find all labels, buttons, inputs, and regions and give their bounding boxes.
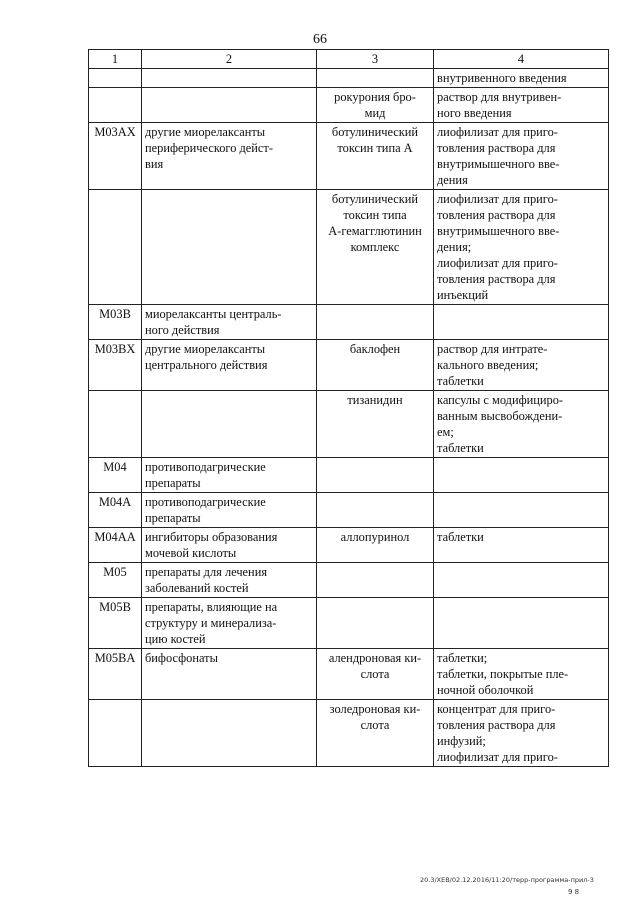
drug-name-cell bbox=[317, 69, 434, 88]
dosage-form-cell bbox=[434, 391, 609, 458]
text-line: таблетки bbox=[437, 441, 484, 455]
text-line: раствор для внутривен- bbox=[437, 90, 562, 104]
text-line: внутримышечного вве- bbox=[437, 224, 560, 238]
dosage-form-cell bbox=[434, 493, 609, 528]
group-name-cell bbox=[142, 458, 317, 493]
text-line: комплекс bbox=[350, 240, 400, 254]
footer-mark: 9 8 bbox=[568, 888, 580, 896]
drug-name-cell bbox=[317, 190, 434, 305]
group-name-cell bbox=[142, 391, 317, 458]
group-name-cell bbox=[142, 340, 317, 391]
dosage-form-cell bbox=[434, 528, 609, 563]
text-line: лиофилизат для приго- bbox=[437, 125, 558, 139]
atc-code-cell bbox=[89, 391, 142, 458]
text-line: токсин типа bbox=[343, 208, 407, 222]
group-name-cell bbox=[142, 493, 317, 528]
text-line: внутримышечного вве- bbox=[437, 157, 560, 171]
text-line: А-гемагглютинин bbox=[328, 224, 422, 238]
text-line: товления раствора для bbox=[437, 141, 556, 155]
table-row bbox=[89, 563, 609, 598]
header-col-4: 4 bbox=[434, 50, 609, 69]
text-line: противоподагрические bbox=[145, 495, 266, 509]
table-row bbox=[89, 305, 609, 340]
drug-name-cell bbox=[317, 123, 434, 190]
atc-code-cell bbox=[89, 700, 142, 767]
text-line: препараты bbox=[145, 476, 201, 490]
group-name-cell bbox=[142, 69, 317, 88]
page-number: 66 bbox=[313, 32, 327, 47]
text-line: ботулинический bbox=[331, 125, 419, 139]
text-line: слота bbox=[360, 718, 390, 732]
text-line: раствор для интрате- bbox=[437, 342, 548, 356]
dosage-form-cell bbox=[434, 88, 609, 123]
drug-name-cell bbox=[317, 391, 434, 458]
atc-code-cell: M05BA bbox=[89, 649, 142, 700]
text-line: концентрат для приго- bbox=[437, 702, 556, 716]
table-row bbox=[89, 69, 609, 88]
group-name-cell bbox=[142, 190, 317, 305]
text-line: лиофилизат для приго- bbox=[437, 192, 558, 206]
group-name-cell bbox=[142, 528, 317, 563]
drug-name-cell bbox=[317, 340, 434, 391]
text-line: внутривенного введения bbox=[437, 71, 567, 85]
dosage-form-cell bbox=[434, 563, 609, 598]
text-line: лиофилизат для приго- bbox=[437, 256, 558, 270]
atc-code-cell: M03BX bbox=[89, 340, 142, 391]
text-line: цию костей bbox=[145, 632, 206, 646]
text-line: препараты, влияющие на bbox=[145, 600, 278, 614]
group-name-cell bbox=[142, 598, 317, 649]
text-line: слота bbox=[360, 667, 390, 681]
text-line: структуру и минерализа- bbox=[145, 616, 277, 630]
atc-code-cell: M03B bbox=[89, 305, 142, 340]
text-line: другие миорелаксанты bbox=[145, 342, 266, 356]
drug-name-cell bbox=[317, 528, 434, 563]
table-body bbox=[89, 69, 609, 767]
group-name-cell bbox=[142, 700, 317, 767]
text-line: аллопуринол bbox=[340, 530, 410, 544]
text-line: препараты для лечения bbox=[145, 565, 268, 579]
text-line: алендроновая ки- bbox=[328, 651, 422, 665]
text-line: золедроновая ки- bbox=[329, 702, 421, 716]
table-row bbox=[89, 458, 609, 493]
text-line: ного действия bbox=[145, 323, 220, 337]
footer-document-id: 20.3/ХЕВ/02.12.2016/11:20/терр-программа-прил-3 bbox=[420, 876, 594, 884]
text-line: мочевой кислоты bbox=[145, 546, 237, 560]
text-line: противоподагрические bbox=[145, 460, 266, 474]
text-line: инфузий; bbox=[437, 734, 486, 748]
text-line: инъекций bbox=[437, 288, 489, 302]
table-row bbox=[89, 88, 609, 123]
group-name-cell bbox=[142, 88, 317, 123]
atc-code-cell: M03AX bbox=[89, 123, 142, 190]
drug-name-cell bbox=[317, 649, 434, 700]
dosage-form-cell bbox=[434, 598, 609, 649]
text-line: ночной оболочкой bbox=[437, 683, 534, 697]
dosage-form-cell bbox=[434, 190, 609, 305]
text-line: товления раствора для bbox=[437, 208, 556, 222]
atc-code-cell bbox=[89, 69, 142, 88]
atc-code-cell: M05B bbox=[89, 598, 142, 649]
text-line: ного введения bbox=[437, 106, 512, 120]
table-row bbox=[89, 700, 609, 767]
drug-name-cell bbox=[317, 563, 434, 598]
text-line: вия bbox=[145, 157, 164, 171]
table-row bbox=[89, 649, 609, 700]
text-line: препараты bbox=[145, 511, 201, 525]
atc-code-cell bbox=[89, 88, 142, 123]
dosage-form-cell bbox=[434, 305, 609, 340]
table-header-row bbox=[89, 50, 609, 69]
table-row bbox=[89, 123, 609, 190]
group-name-cell bbox=[142, 649, 317, 700]
drug-name-cell bbox=[317, 493, 434, 528]
table-row bbox=[89, 493, 609, 528]
group-name-cell bbox=[142, 305, 317, 340]
table-row bbox=[89, 598, 609, 649]
text-line: миорелаксанты централь- bbox=[145, 307, 282, 321]
header-col-1: 1 bbox=[89, 50, 142, 69]
text-line: дения bbox=[437, 173, 468, 187]
table-row bbox=[89, 391, 609, 458]
text-line: тизанидин bbox=[347, 393, 403, 407]
text-line: таблетки; bbox=[437, 651, 488, 665]
text-line: товления раствора для bbox=[437, 718, 556, 732]
drug-name-cell bbox=[317, 305, 434, 340]
drug-name-cell bbox=[317, 458, 434, 493]
text-line: токсин типа А bbox=[337, 141, 413, 155]
text-line: центрального действия bbox=[145, 358, 268, 372]
dosage-form-cell bbox=[434, 649, 609, 700]
dosage-form-cell bbox=[434, 458, 609, 493]
text-line: таблетки bbox=[437, 530, 484, 544]
text-line: таблетки, покрытые пле- bbox=[437, 667, 569, 681]
atc-code-cell: M05 bbox=[89, 563, 142, 598]
text-line: ванным высвобождени- bbox=[437, 409, 563, 423]
drug-name-cell bbox=[317, 598, 434, 649]
group-name-cell bbox=[142, 123, 317, 190]
text-line: кального введения; bbox=[437, 358, 539, 372]
text-line: баклофен bbox=[349, 342, 401, 356]
dosage-form-cell bbox=[434, 340, 609, 391]
text-line: товления раствора для bbox=[437, 272, 556, 286]
drug-name-cell bbox=[317, 88, 434, 123]
atc-code-cell bbox=[89, 190, 142, 305]
text-line: ем; bbox=[437, 425, 454, 439]
atc-code-cell: M04 bbox=[89, 458, 142, 493]
text-line: ботулинический bbox=[331, 192, 419, 206]
table-row bbox=[89, 340, 609, 391]
dosage-form-cell bbox=[434, 700, 609, 767]
drug-name-cell bbox=[317, 700, 434, 767]
text-line: рокурония бро- bbox=[334, 90, 416, 104]
table-row bbox=[89, 190, 609, 305]
text-line: таблетки bbox=[437, 374, 484, 388]
drug-classification-table bbox=[88, 49, 609, 767]
group-name-cell bbox=[142, 563, 317, 598]
text-line: лиофилизат для приго- bbox=[437, 750, 558, 764]
text-line: дения; bbox=[437, 240, 472, 254]
text-line: заболеваний костей bbox=[145, 581, 249, 595]
text-line: периферического дейст- bbox=[145, 141, 273, 155]
header-col-3: 3 bbox=[317, 50, 434, 69]
text-line: мид bbox=[364, 106, 386, 120]
text-line: ингибиторы образования bbox=[145, 530, 278, 544]
atc-code-cell: M04AA bbox=[89, 528, 142, 563]
atc-code-cell: M04A bbox=[89, 493, 142, 528]
dosage-form-cell bbox=[434, 69, 609, 88]
table-row bbox=[89, 528, 609, 563]
header-col-2: 2 bbox=[142, 50, 317, 69]
text-line: другие миорелаксанты bbox=[145, 125, 266, 139]
text-line: капсулы с модифициро- bbox=[437, 393, 564, 407]
text-line: бифосфонаты bbox=[145, 651, 218, 665]
dosage-form-cell bbox=[434, 123, 609, 190]
